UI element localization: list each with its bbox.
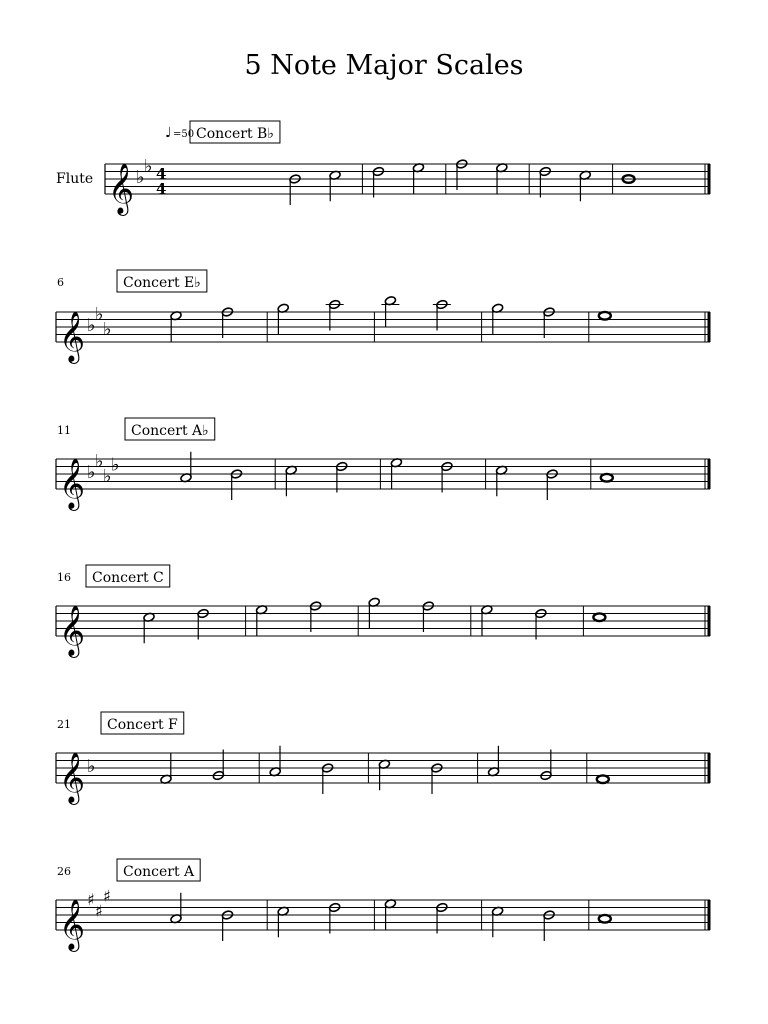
flat-icon: ♭ — [95, 303, 104, 325]
whole-note — [601, 474, 613, 482]
flat-icon: ♭ — [136, 167, 145, 188]
flat-icon: ♭ — [87, 756, 96, 777]
flat-icon: ♭ — [95, 450, 104, 472]
tempo-marking: =50 — [173, 129, 195, 140]
flat-icon: ♭ — [87, 462, 96, 483]
whole-note — [593, 613, 605, 621]
measure-number: 26 — [57, 865, 71, 878]
rehearsal-mark: Concert B♭ — [196, 126, 274, 142]
rehearsal-mark: Concert C — [92, 570, 164, 586]
treble-clef-icon: 𝄞 — [59, 899, 86, 950]
flat-icon: ♭ — [103, 465, 112, 487]
sharp-icon: ♯ — [95, 901, 103, 921]
whole-note — [599, 312, 611, 320]
treble-clef-icon: 𝄞 — [59, 752, 86, 803]
whole-note — [597, 775, 609, 783]
treble-clef-icon: 𝄞 — [108, 163, 135, 214]
measure-number: 21 — [57, 718, 71, 731]
flat-icon: ♭ — [144, 155, 153, 177]
treble-clef-icon: 𝄞 — [59, 458, 86, 509]
whole-note — [599, 915, 611, 923]
measure-number: 6 — [57, 276, 64, 289]
flat-icon: ♭ — [111, 454, 120, 476]
sharp-icon: ♯ — [87, 890, 95, 909]
measure-number: 16 — [57, 571, 71, 584]
treble-clef-icon: 𝄞 — [59, 311, 86, 362]
instrument-name: Flute — [56, 171, 94, 187]
sharp-icon: ♯ — [103, 886, 111, 906]
rehearsal-mark: Concert A — [123, 864, 195, 880]
score-title: 5 Note Major Scales — [244, 50, 524, 81]
rehearsal-mark: Concert A♭ — [131, 423, 209, 439]
time-signature-top: 4 — [156, 165, 167, 183]
measure-number: 11 — [57, 424, 71, 437]
flat-icon: ♭ — [103, 318, 112, 340]
time-signature-bottom: 4 — [156, 180, 167, 198]
quarter-note-icon: ♩ — [165, 125, 172, 141]
rehearsal-mark: Concert E♭ — [123, 275, 201, 291]
rehearsal-mark: Concert F — [107, 717, 178, 733]
treble-clef-icon: 𝄞 — [59, 605, 86, 656]
flat-icon: ♭ — [87, 315, 96, 336]
